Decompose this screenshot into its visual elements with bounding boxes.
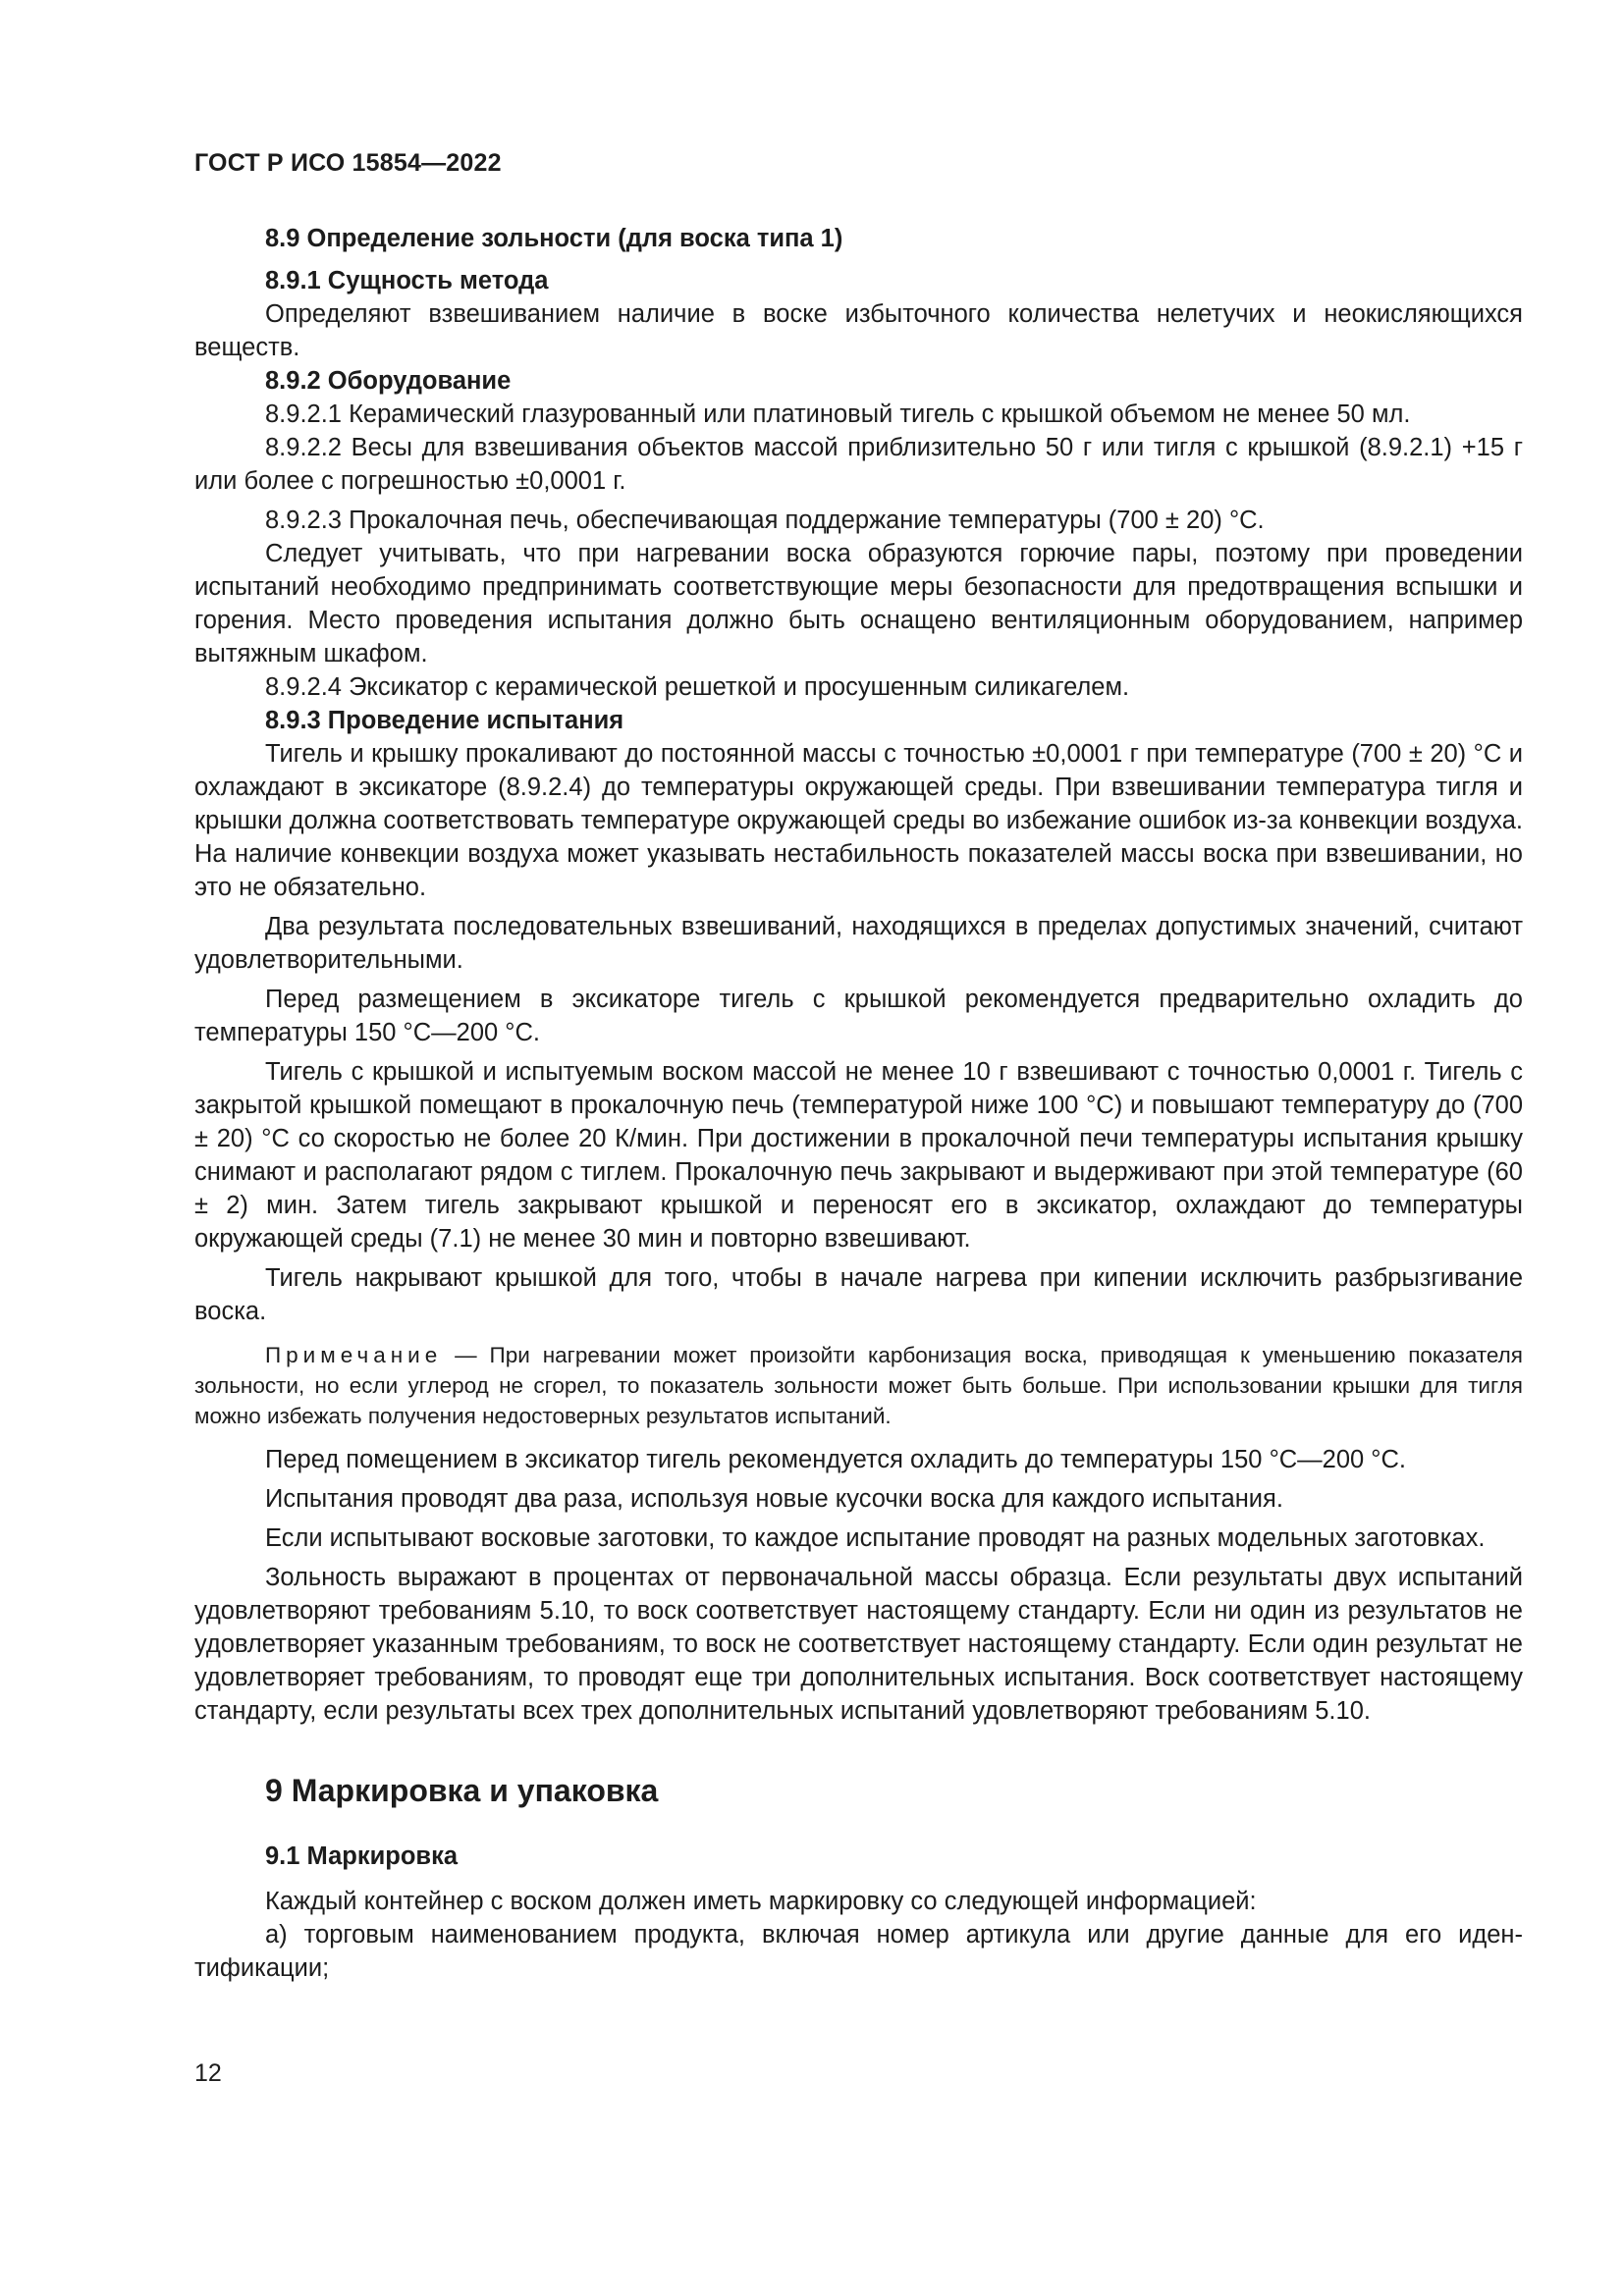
page-content [194,222,1523,1985]
list-item: a) торговым наименованием продукта, включая номер артикула или другие данные для его идентификации; [194,1921,1523,1982]
paragraph: Следует учитывать, что при нагревании воска образуются горючие пары, поэтому при проведении испытаний необходимо предпринимать соответствующие меры безопасности для предотвращения вспышки и горения. Место проведения испытания должно быть оснащено вентиляционным оборудованием, например вытяжным шкафом. [194,540,1523,667]
note [194,1340,1523,1431]
paragraph: Перед помещением в эксикатор тигель рекомендуется охладить до температуры 150 °С—200 °С. [265,1446,1407,1473]
paragraph: Зольность выражают в процентах от первоначальной массы образца. Если результаты двух испытаний удовлетворяют требованиям 5.10, то воск соответствует настоящему стандарту. Если ни один из результатов не удовлетворяет указанным требованиям, то воск не соответствует настоящему стандарту. Если один результат не удовлетворяет требованиям, то проводят еще три дополнительных испытания. Воск соответствует настоящему стандарту, если результаты всех трех дополнительных испытаний удовлетворяют требованиям 5.10. [194,1564,1523,1725]
paragraph: Испытания проводят два раза, используя новые кусочки воска для каждого испытания. [265,1485,1283,1513]
page-number: 12 [194,2059,222,2087]
section-heading-9: 9 Маркировка и упаковка [265,1773,659,1808]
note-text: — При нагревании может произойти карбонизация воска, приводящая к уменьшению показателя зольности, но если углерод не сгорел, то показатель зольности может быть больше. При использовании крышки для тигля можно избежать получения недостоверных результатов испытаний. [194,1343,1523,1428]
paragraph: Тигель с крышкой и испытуемым воском массой не менее 10 г взвешивают с точностью 0,0001 г. Тигель с закрытой крышкой помещают в прокалочную печь (температурой ниже 100 °С) и повышают температуру до (700 ± 20) °С со скоростью не более 20 К/мин. При достижении в прокалочной печи температуры испытания крышку снимают и располагают рядом с тиглем. Прокалочную печь закрывают и выдерживают при этой температуре (60 ± 2) мин. Затем тигель закрывают крышкой и переносят его в эксикатор, охлаждают до температуры окружающей среды (7.1) не менее 30 мин и повторно взвешивают. [194,1058,1523,1253]
subsection-heading-8-9-1: 8.9.1 Сущность метода [265,267,549,294]
subsection-heading-9-1: 9.1 Маркировка [265,1842,459,1870]
paragraph: 8.9.2.2 Весы для взвешивания объектов массой приблизительно 50 г или тигля с крышкой (8.9.2.1) +15 г или более с погрешностью ±0,0001 г. [194,434,1523,495]
paragraph: 8.9.2.4 Эксикатор с керамической решеткой и просушенным силикагелем. [265,673,1130,701]
paragraph: Тигель накрывают крышкой для того, чтобы в начале нагрева при кипении исключить разбрызгивание воска. [194,1264,1523,1325]
paragraph: Два результата последовательных взвешиваний, находящихся в пределах допустимых значений, считают удовлетворительными. [194,913,1523,974]
paragraph: 8.9.2.3 Прокалочная печь, обеспечивающая поддержание температуры (700 ± 20) °С. [265,507,1265,534]
subsection-heading-8-9-3: 8.9.3 Проведение испытания [265,707,624,734]
paragraph: Если испытывают восковые заготовки, то каждое испытание проводят на разных модельных заготовках. [265,1524,1486,1552]
note-label: Примечание [265,1343,443,1367]
section-heading-8-9: 8.9 Определение зольности (для воска типа 1) [265,225,843,252]
document-header: ГОСТ Р ИСО 15854—2022 [194,149,502,177]
paragraph: Перед размещением в эксикаторе тигель с крышкой рекомендуется предварительно охладить до температуры 150 °С—200 °С. [194,986,1523,1046]
paragraph: Каждый контейнер с воском должен иметь маркировку со следующей информацией: [265,1888,1257,1915]
paragraph: Тигель и крышку прокаливают до постоянной массы с точностью ±0,0001 г при температуре (700 ± 20) °С и охлаждают в эксикаторе (8.9.2.4) до температуры окружающей среды. При взвешивании температура тигля и крышки должна соответствовать температуре окружающей среды во избежание ошибок из-за конвекции воздуха. На наличие конвекции воздуха может указывать нестабильность показателей массы воска при взвешивании, но это не обязательно. [194,740,1523,901]
paragraph: Определяют взвешиванием наличие в воске избыточного количества нелетучих и неокисляющихся веществ. [194,300,1523,361]
subsection-heading-8-9-2: 8.9.2 Оборудование [265,367,512,395]
paragraph: 8.9.2.1 Керамический глазурованный или платиновый тигель с крышкой объемом не менее 50 мл. [265,400,1411,428]
